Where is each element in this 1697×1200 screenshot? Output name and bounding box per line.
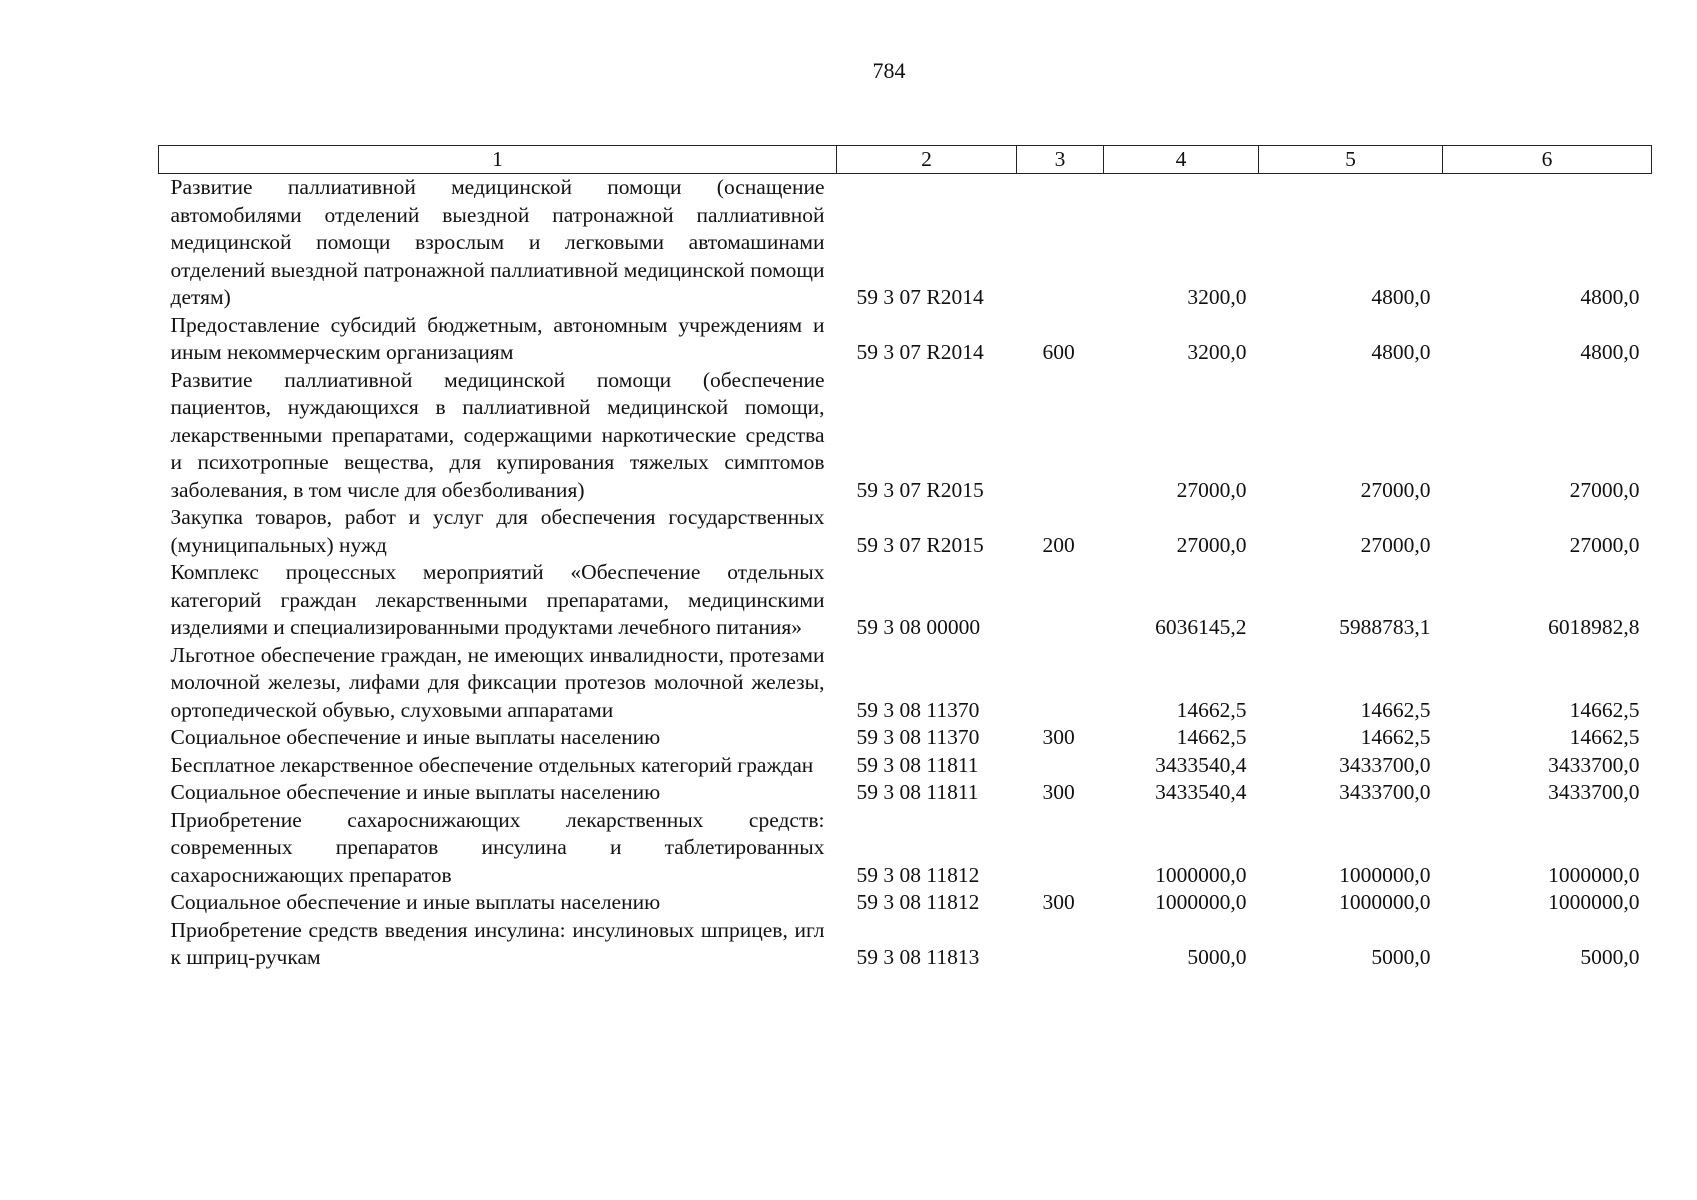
row-value-col4: 3433540,4 — [1155, 780, 1247, 804]
row-name: Приобретение сахароснижающих лекарственных средств: современных препаратов инсулина и таблетированных сахароснижающих препаратов — [170, 807, 825, 887]
row-code: 59 3 08 11370 — [856, 725, 980, 749]
row-code: 59 3 07 R2015 — [856, 532, 984, 557]
row-value-col6: 1000000,0 — [1548, 862, 1640, 887]
row-expense-type — [1017, 917, 1104, 972]
row-code: 59 3 07 R2014 — [856, 285, 984, 309]
row-value-col4: 1000000,0 — [1155, 862, 1247, 887]
row-name: Социальное обеспечение и иные выплаты населению — [170, 780, 661, 804]
column-header-4: 4 — [1104, 146, 1259, 174]
row-value-col6: 3433700,0 — [1548, 752, 1640, 777]
row-value-col6: 1000000,0 — [1548, 890, 1640, 914]
row-value-col4: 1000000,0 — [1155, 890, 1247, 914]
row-value-col5: 1000000,0 — [1339, 862, 1431, 887]
table-row — [159, 367, 1652, 505]
row-value-col4: 3200,0 — [1187, 285, 1247, 309]
row-value-col4: 3200,0 — [1187, 340, 1247, 364]
row-value-col6: 14662,5 — [1569, 725, 1640, 749]
row-expense-type — [1017, 807, 1104, 890]
page-number: 784 — [872, 58, 906, 83]
table-body — [159, 174, 1652, 972]
row-value-col4: 14662,5 — [1176, 697, 1247, 722]
row-value-col5: 5000,0 — [1371, 945, 1431, 969]
table-row — [159, 779, 1652, 807]
row-code: 59 3 08 00000 — [856, 615, 981, 639]
row-expense-type — [1017, 642, 1104, 725]
row-value-col5: 14662,5 — [1360, 725, 1431, 749]
row-name: Льготное обеспечение граждан, не имеющих инвалидности, протезами молочной железы, лифами для фиксации протезов молочной железы, ортопедической обувью, слуховыми аппаратами — [170, 642, 825, 722]
table-row — [159, 312, 1652, 367]
row-name: Социальное обеспечение и иные выплаты населению — [170, 890, 661, 914]
row-expense-type — [1017, 559, 1104, 642]
row-value-col5: 1000000,0 — [1339, 890, 1431, 914]
row-expense-type: 200 — [1042, 532, 1075, 557]
row-value-col5: 3433700,0 — [1339, 752, 1431, 777]
table-row — [159, 504, 1652, 559]
row-expense-type: 600 — [1042, 340, 1075, 364]
table-row — [159, 724, 1652, 752]
row-value-col4: 5000,0 — [1187, 945, 1247, 969]
row-name: Предоставление субсидий бюджетным, автономным учреждениям и иным некоммерческим организациям — [170, 312, 825, 364]
row-value-col6: 5000,0 — [1580, 945, 1640, 969]
row-expense-type: 300 — [1042, 725, 1075, 749]
row-name: Развитие паллиативной медицинской помощи (оснащение автомобилями отделений выездной патронажной паллиативной медицинской помощи взрослым и легковыми автомашинами отделений выездной патронажной паллиативной медицинской помощи детям) — [170, 175, 825, 309]
row-code: 59 3 07 R2015 — [856, 477, 984, 502]
row-value-col4: 3433540,4 — [1155, 752, 1247, 777]
row-value-col5: 27000,0 — [1360, 477, 1431, 502]
row-name: Социальное обеспечение и иные выплаты населению — [170, 725, 661, 749]
table-row — [159, 752, 1652, 780]
row-value-col6: 14662,5 — [1569, 697, 1640, 722]
row-code: 59 3 07 R2014 — [856, 340, 984, 364]
row-expense-type — [1017, 174, 1104, 312]
row-value-col5: 27000,0 — [1360, 532, 1431, 557]
row-name: Развитие паллиативной медицинской помощи (обеспечение пациентов, нуждающихся в паллиативной медицинской помощи, лекарственными препаратами, содержащими наркотические средства и психотропные вещества, для купирования тяжелых симптомов заболевания, в том числе для обезболивания) — [170, 367, 825, 502]
row-value-col4: 6036145,2 — [1155, 615, 1247, 639]
row-code: 59 3 08 11811 — [856, 752, 979, 777]
column-header-5: 5 — [1259, 146, 1443, 174]
row-value-col6: 27000,0 — [1569, 532, 1640, 557]
row-value-col5: 5988783,1 — [1339, 615, 1431, 639]
row-expense-type — [1017, 752, 1104, 780]
row-code: 59 3 08 11812 — [856, 862, 980, 887]
row-code: 59 3 08 11813 — [856, 945, 980, 969]
row-value-col5: 14662,5 — [1360, 697, 1431, 722]
row-expense-type — [1017, 367, 1104, 505]
table-row — [159, 174, 1652, 312]
row-value-col6: 4800,0 — [1580, 340, 1640, 364]
table-row — [159, 889, 1652, 917]
table-row — [159, 559, 1652, 642]
row-value-col5: 3433700,0 — [1339, 780, 1431, 804]
row-code: 59 3 08 11812 — [856, 890, 980, 914]
table-row — [159, 807, 1652, 890]
column-header-6: 6 — [1443, 146, 1652, 174]
column-header-1: 1 — [159, 146, 837, 174]
row-value-col6: 6018982,8 — [1548, 615, 1640, 639]
row-value-col6: 3433700,0 — [1548, 780, 1640, 804]
row-code: 59 3 08 11811 — [856, 780, 979, 804]
row-value-col5: 4800,0 — [1371, 340, 1431, 364]
row-expense-type: 300 — [1042, 890, 1075, 914]
row-name: Бесплатное лекарственное обеспечение отдельных категорий граждан — [170, 752, 814, 777]
row-value-col4: 14662,5 — [1176, 725, 1247, 749]
row-name: Закупка товаров, работ и услуг для обеспечения государственных (муниципальных) нужд — [170, 505, 825, 557]
row-name: Комплекс процессных мероприятий «Обеспечение отдельных категорий граждан лекарственными препаратами, медицинскими изделиями и специализированными продуктами лечебного питания» — [170, 560, 825, 639]
row-value-col6: 4800,0 — [1580, 285, 1640, 309]
row-value-col4: 27000,0 — [1176, 532, 1247, 557]
table-row — [159, 642, 1652, 725]
table-row — [159, 917, 1652, 972]
row-value-col4: 27000,0 — [1176, 477, 1247, 502]
row-value-col6: 27000,0 — [1569, 477, 1640, 502]
row-name: Приобретение средств введения инсулина: инсулиновых шприцев, игл к шприц-ручкам — [170, 917, 825, 969]
table-header-row — [159, 146, 1652, 174]
row-code: 59 3 08 11370 — [856, 697, 980, 722]
table-header — [159, 146, 1652, 174]
row-value-col5: 4800,0 — [1371, 285, 1431, 309]
row-expense-type: 300 — [1042, 780, 1075, 804]
column-header-2: 2 — [837, 146, 1017, 174]
budget-table — [158, 145, 1652, 972]
column-header-3: 3 — [1017, 146, 1104, 174]
